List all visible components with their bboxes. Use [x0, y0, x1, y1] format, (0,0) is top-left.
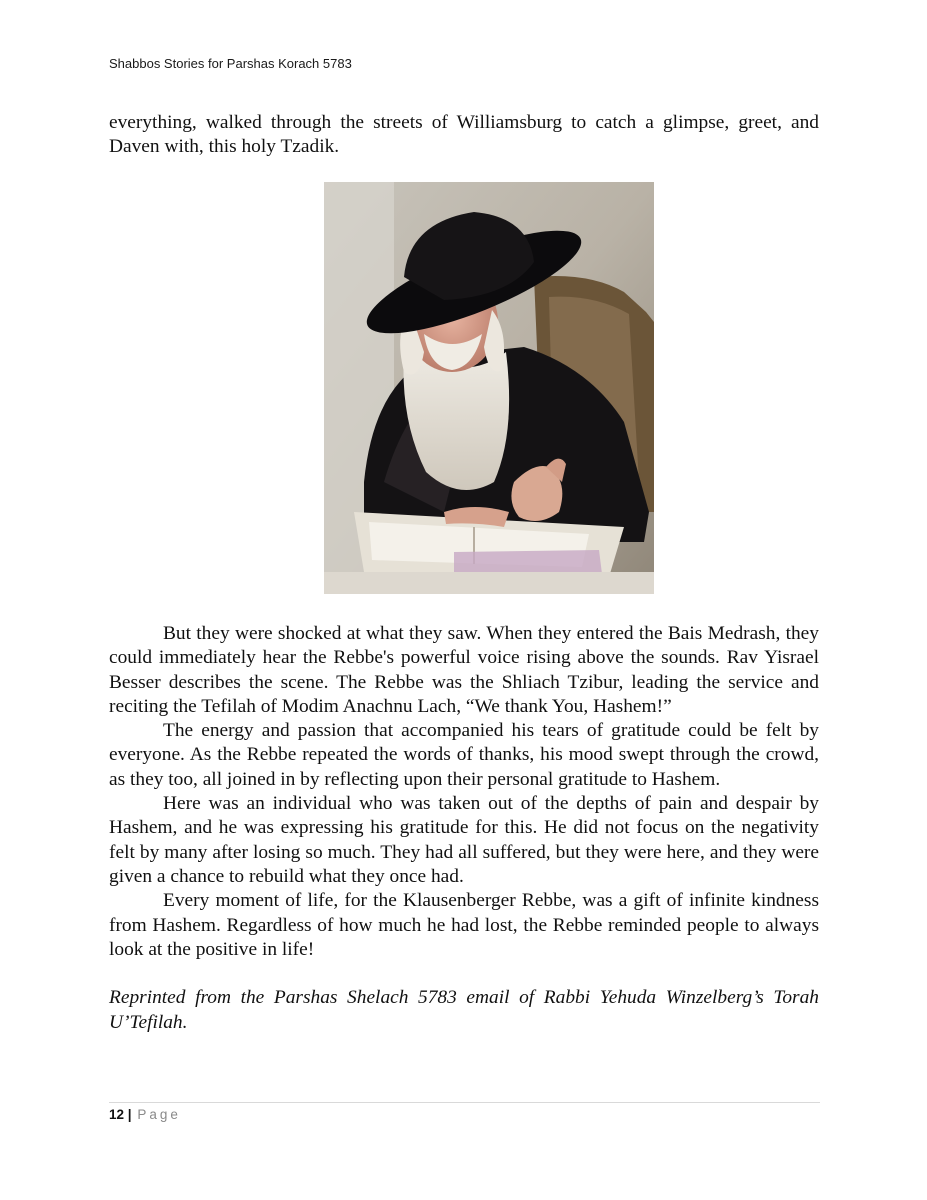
paragraph-4: Every moment of life, for the Klausenberger Rebbe, was a gift of infinite kindness from Hashem. Regardless of how much he had lost, the Rebbe reminded people to always look at the positive in life!: [109, 890, 819, 960]
intro-text: everything, walked through the streets of Williamsburg to catch a glimpse, greet, and Daven with, this holy Tzadik.: [109, 112, 819, 158]
reprint-credit: Reprinted from the Parshas Shelach 5783 email of Rabbi Yehuda Winzelberg’s Torah U’Tefilah.: [109, 987, 819, 1033]
footer-divider: [109, 1102, 820, 1103]
intro-paragraph: [109, 111, 819, 160]
rebbe-photo-illustration: [324, 182, 654, 594]
paragraph-1: But they were shocked at what they saw. When they entered the Bais Medrash, they could immediately hear the Rebbe's powerful voice rising above the sounds. Rav Yisrael Besser describes the scene. The Rebbe was the Shliach Tzibur, leading the service and reciting the Tefilah of Modim Anachnu Lach, “We thank You, Hashem!”: [109, 623, 819, 717]
page-number: 12: [109, 1107, 125, 1122]
body-text: [109, 622, 819, 1035]
paragraph-3: Here was an individual who was taken out of the depths of pain and despair by Hashem, and he was expressing his gratitude for this. He did not focus on the negativity felt by many after losing so much. They had all suffered, but they were here, and they were given a chance to rebuild what they once had.: [109, 793, 819, 887]
page-label: Page: [137, 1107, 181, 1122]
paragraph-2: The energy and passion that accompanied his tears of gratitude could be felt by everyone. As the Rebbe repeated the words of thanks, his mood swept through the crowd, as they too, all joined in by reflecting upon their personal gratitude to Hashem.: [109, 720, 819, 790]
rebbe-photo: [324, 182, 654, 594]
footer-separator: |: [127, 1107, 132, 1122]
running-header: Shabbos Stories for Parshas Korach 5783: [109, 56, 352, 71]
page-footer: [109, 1107, 181, 1122]
